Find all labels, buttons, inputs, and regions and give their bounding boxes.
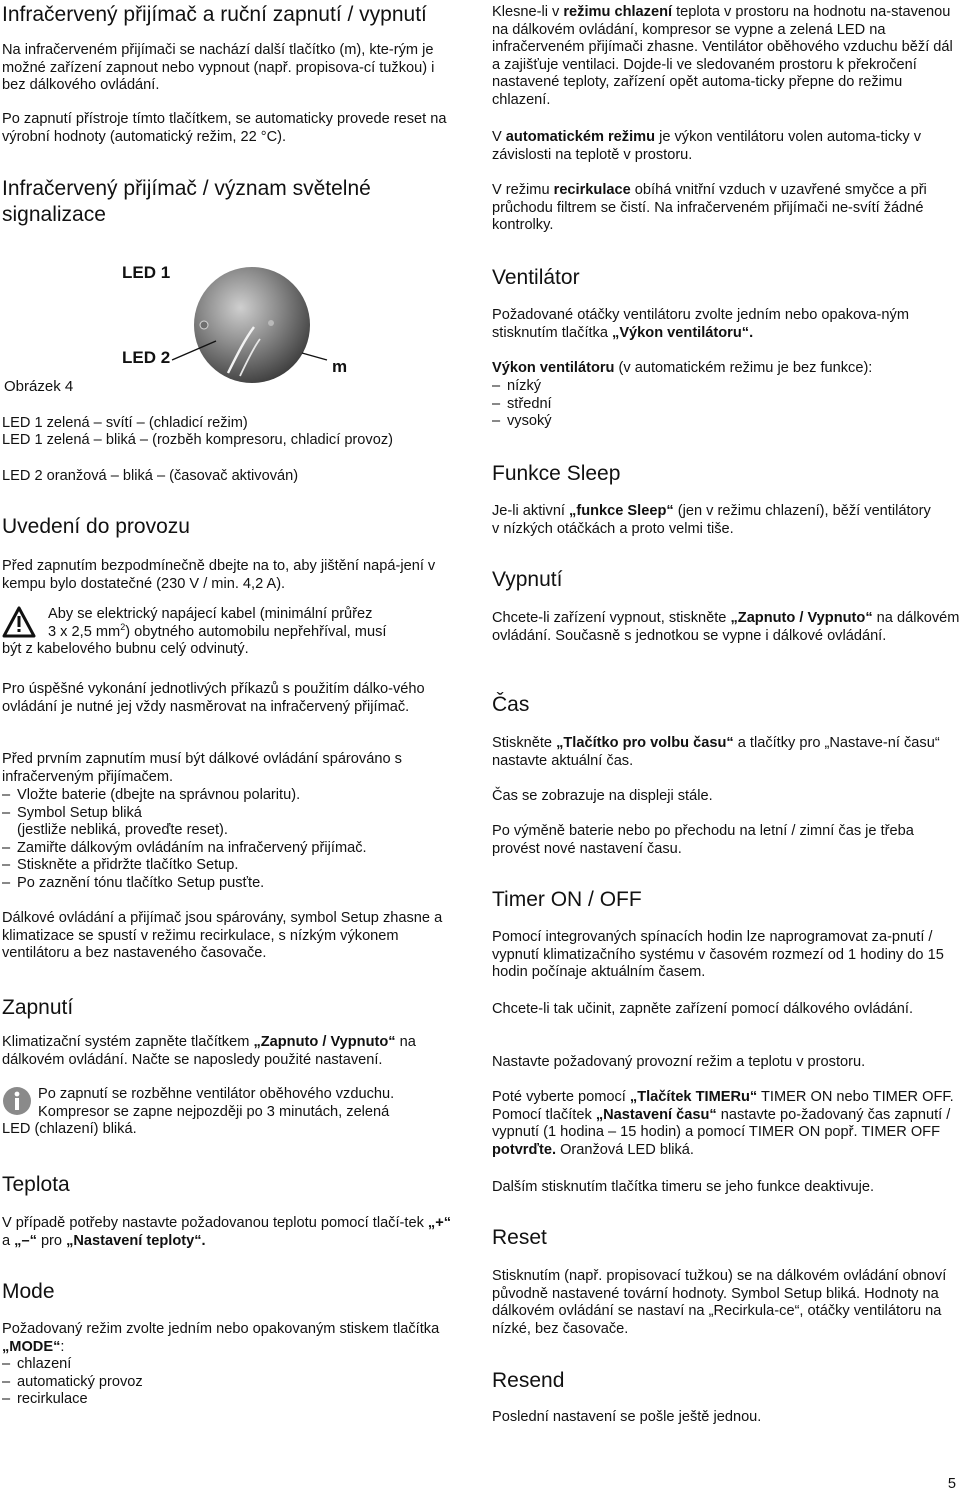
list-item: – recirkulace: [2, 1391, 143, 1409]
paragraph-ir-button-2: Po zapnutí přístroje tímto tlačítkem, se automaticky provede reset na výrobní hodnoty (automatický režim, 22 °C).: [2, 111, 447, 145]
info-icon: [2, 1086, 32, 1116]
warning-line-1: Aby se elektrický napájecí kabel (minimální průřez: [48, 606, 373, 622]
paragraph-time-2: Čas se zobrazuje na displeji stále.: [492, 788, 713, 804]
paragraph-cooling: Klesne-li v režimu chlazení teplota v prostoru na hodnotu na-stavenou na dálkovém ovládání, kompresor se vypne a zelená LED na infračerveném přijímači zhasne. Ventilátor oběhového vzduchu běží dál a zajišťuje ventilaci. Dojde-li ve sledovaném prostoru k překročení nastavené teploty, zařízení opět automa-ticky přepne do režimu chlazení.: [492, 4, 953, 108]
list-item: – Po zaznění tónu tlačítko Setup pusťte.: [2, 875, 460, 893]
warning-line-3: být z kabelového bubnu celý odvinutý.: [2, 641, 249, 658]
paragraph-timer-4: Poté vyberte pomocí „Tlačítek TIMERu“ TIMER ON nebo TIMER OFF. Pomocí tlačítek „Nastavení času“ nastavte po-žadovaný čas zapnutí / vypnutí (1 hodina – 15 hodin) a pomocí TIMER ON popř. TIMER OFF potvrďte. Oranžová LED bliká.: [492, 1089, 954, 1158]
paragraph-start-2: Pro úspěšné vykonání jednotlivých příkazů s použitím dálko-vého ovládání je nutné jej vždy nasměrovat na infračervený přijímač.: [2, 681, 425, 715]
label-led-2: LED 2: [122, 348, 171, 367]
paragraph-timer-2: Chcete-li tak učinit, zapněte zařízení pomocí dálkového ovládání.: [492, 1001, 914, 1017]
paragraph-start-3: Před prvním zapnutím musí být dálkové ovládání spárováno s infračerveným přijímačem.: [2, 751, 402, 785]
ir-receiver-illustration: [2, 255, 460, 400]
heading-ir-button: Infračervený přijímač a ruční zapnutí / vypnutí: [2, 3, 427, 26]
list-item: – Zamiřte dálkovým ovládáním na infračervený přijímač.: [2, 840, 460, 858]
paragraph-fan-2: Výkon ventilátoru (v automatickém režimu je bez funkce):: [492, 360, 873, 376]
paragraph-time-3: Po výměně baterie nebo po přechodu na letní / zimní čas je třeba provést nové nastavení času.: [492, 823, 914, 857]
list-item: (jestliže nebliká, proveďte reset).: [17, 822, 228, 839]
paragraph-timer-5: Dalším stisknutím tlačítka timeru se jeho funkce deaktivuje.: [492, 1179, 875, 1195]
led-line-3: LED 2 oranžová – bliká – (časovač aktivován): [2, 468, 299, 484]
label-led-1: LED 1: [122, 263, 171, 282]
heading-reset: Reset: [492, 1226, 547, 1249]
paragraph-off: Chcete-li zařízení vypnout, stiskněte „Zapnuto / Vypnuto“ na dálkovém ovládání. Současně s jednotkou se vypne i dálkové ovládání.: [492, 610, 960, 644]
page-number: 5: [947, 1476, 956, 1492]
heading-fan: Ventilátor: [492, 266, 580, 289]
receiver-body: [194, 267, 310, 383]
list-item: – Stiskněte a přidržte tlačítko Setup.: [2, 857, 460, 875]
info-line-3: LED (chlazení) bliká.: [2, 1121, 137, 1138]
m-button-dot: [268, 320, 274, 326]
info-line-1: Po zapnutí se rozběhne ventilátor oběhového vzduchu.: [38, 1086, 395, 1102]
mode-list: [2, 1356, 143, 1409]
heading-signal: Infračervený přijímač / význam světelné signalizace: [2, 177, 371, 226]
paragraph-ir-button-1: Na infračerveném přijímači se nachází další tlačítko (m), kte-rým je možné zařízení zapnout nebo vypnout (např. propisova-cí tužkou) i bez dálkového ovládání.: [2, 42, 435, 94]
paragraph-timer-1: Pomocí integrovaných spínacích hodin lze naprogramovat za-pnutí / vypnutí klimatizačního systému v časovém rozmezí od 1 hodiny do 15 hodin počínaje aktuálním časem.: [492, 929, 944, 981]
heading-off: Vypnutí: [492, 568, 563, 591]
led-line-1: LED 1 zelená – svítí – (chladicí režim): [2, 415, 248, 431]
warning-line-2: 3 x 2,5 $mm^2$) obytného automobilu nepřehříval, musí: [48, 621, 387, 640]
list-item: – nízký: [492, 378, 552, 396]
heading-start: Uvedení do provozu: [2, 515, 190, 538]
pairing-steps-list: [2, 787, 460, 893]
list-item: – chlazení: [2, 1356, 143, 1374]
paragraph-mode: Požadovaný režim zvolte jedním nebo opakovaným stiskem tlačítka „MODE“:: [2, 1321, 440, 1355]
list-item: – střední: [492, 396, 552, 414]
paragraph-temp: V případě potřeby nastavte požadovanou teplotu pomocí tlačí-tek „+“ a „–“ pro „Nastavení teploty“.: [2, 1215, 452, 1249]
heading-mode: Mode: [2, 1280, 55, 1303]
figure-caption: Obrázek 4: [4, 378, 74, 395]
warning-note: [2, 606, 460, 659]
paragraph-resend: Poslední nastavení se pošle ještě jednou.: [492, 1409, 762, 1425]
list-item: – Symbol Setup bliká: [2, 805, 460, 823]
paragraph-auto: V automatickém režimu je výkon ventilátoru volen automa-ticky v závislosti na teplotě v prostoru.: [492, 129, 922, 163]
heading-sleep: Funkce Sleep: [492, 462, 621, 485]
paragraph-fan: Požadované otáčky ventilátoru zvolte jedním nebo opakova-ným stisknutím tlačítka „Výkon ventilátoru“.: [492, 307, 909, 341]
figure-ir-receiver: [2, 255, 460, 400]
heading-on: Zapnutí: [2, 996, 74, 1019]
heading-timer: Timer ON / OFF: [492, 888, 642, 911]
paragraph-timer-3: Nastavte požadovaný provozní režim a teplotu v prostoru.: [492, 1054, 866, 1070]
list-item: – Vložte baterie (dbejte na správnou polaritu).: [2, 787, 460, 805]
paragraph-on: Klimatizační systém zapněte tlačítkem „Zapnuto / Vypnuto“ na dálkovém ovládání. Načte se naposledy použité nastavení.: [2, 1034, 416, 1068]
m-leader: [302, 353, 327, 360]
list-item: – vysoký: [492, 413, 552, 431]
info-line-2: Kompresor se zapne nejpozději po 3 minutách, zelená: [38, 1103, 390, 1120]
label-m: m: [332, 357, 348, 376]
paragraph-reset: Stisknutím (např. propisovací tužkou) se na dálkovém ovládání obnoví původně nastavené tovární hodnoty. Symbol Setup bliká. Hodnoty na dálkovém ovládání se nastaví na „Recirkula-ce“, otáčky ventilátoru na nízké, bez časovače.: [492, 1268, 947, 1337]
fan-level-list: [492, 378, 552, 431]
led-1-dot: [200, 321, 208, 329]
heading-time: Čas: [492, 693, 530, 716]
paragraph-time-1: Stiskněte „Tlačítko pro volbu času“ a tlačítky pro „Nastave-ní času“ nastavte aktuální čas.: [492, 735, 940, 769]
paragraph-start-1: Před zapnutím bezpodmínečně dbejte na to, aby jištění napá-jení v kempu bylo dostatečné (230 V / min. 4,2 A).: [2, 558, 436, 592]
paragraph-sleep: Je-li aktivní „funkce Sleep“ (jen v režimu chlazení), běží ventilátory v nízkých otáčkách a proto velmi tiše.: [492, 503, 931, 537]
info-note: [2, 1086, 460, 1139]
heading-temp: Teplota: [2, 1173, 70, 1196]
warning-triangle-icon: [2, 606, 36, 638]
heading-resend: Resend: [492, 1369, 565, 1392]
paragraph-start-4: Dálkové ovládání a přijímač jsou spárovány, symbol Setup zhasne a klimatizace se spustí v režimu recirkulace, s nízkým výkonem ventilátoru a bez nastaveného časovače.: [2, 910, 443, 962]
list-item: – automatický provoz: [2, 1374, 143, 1392]
led-line-2: LED 1 zelená – bliká – (rozběh kompresoru, chladicí provoz): [2, 432, 393, 448]
paragraph-recirc: V režimu recirkulace obíhá vnitřní vzduch v uzavřené smyčce a při průchodu filtrem se čistí. Na infračerveném přijímači ne-svítí žádné kontrolky.: [492, 182, 927, 234]
